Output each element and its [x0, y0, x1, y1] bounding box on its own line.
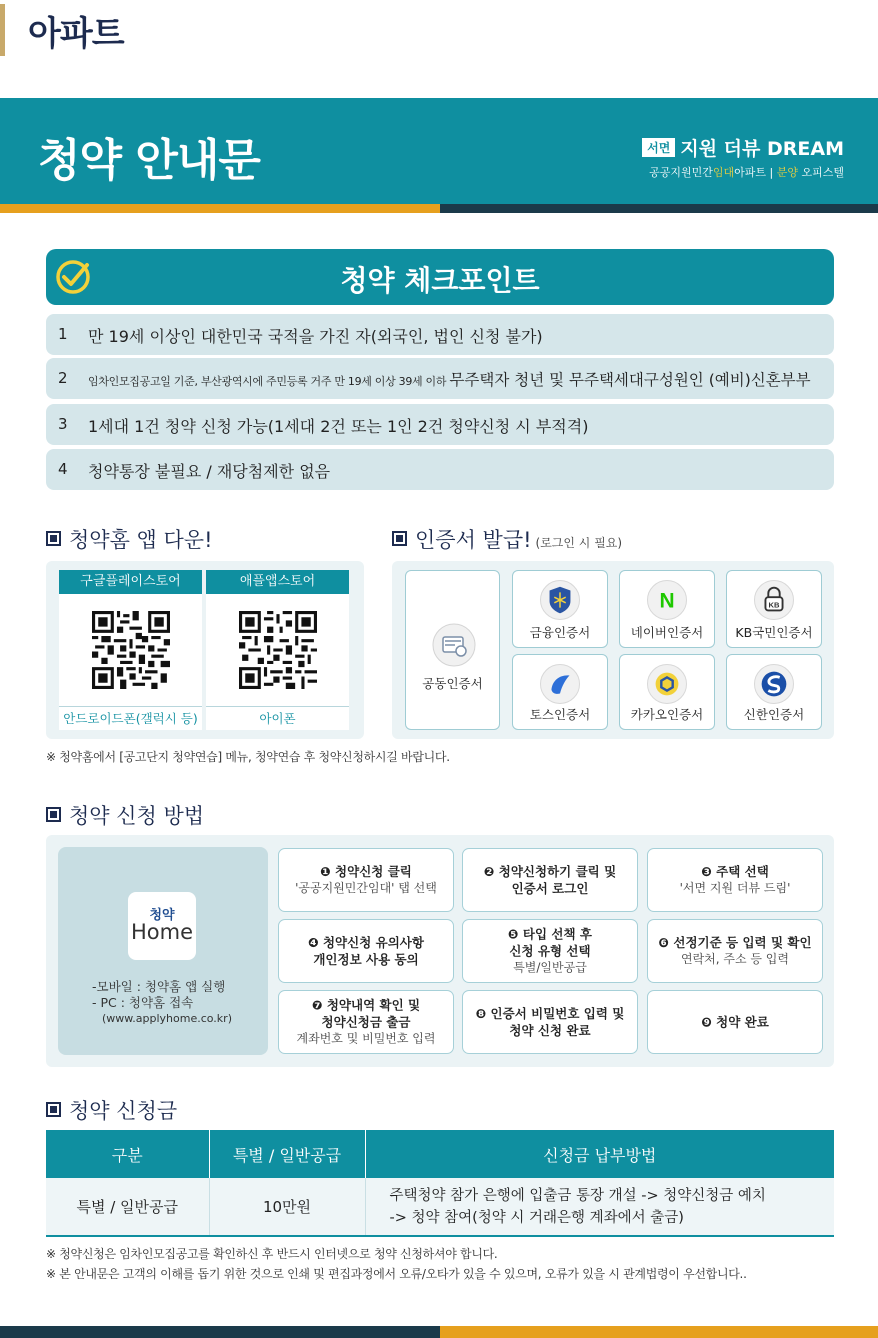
fee-header-category: 구분 — [46, 1130, 209, 1178]
checkpoint-header — [46, 249, 834, 305]
square-bullet-icon — [46, 531, 61, 546]
applyhome-panel — [58, 847, 268, 1055]
kakao-icon — [647, 664, 687, 704]
app-note: ※ 청약홈에서 [공고단지 청약연습] 메뉴, 청약연습 후 청약신청하시길 바랍니다. — [46, 750, 450, 764]
checkpoint-item: 4 청약통장 불필요 / 재당첨제한 없음 — [46, 449, 834, 490]
fee-header-supply: 특별 / 일반공급 — [209, 1130, 365, 1178]
access-info: -모바일 : 청약홈 앱 실행 - PC : 청약홈 접속 (www.applyhome.co.kr) — [92, 979, 232, 1025]
applyhome-url: (www.applyhome.co.kr) — [102, 1012, 232, 1025]
banner — [0, 98, 878, 204]
footnote: ※ 청약신청은 임차인모집공고를 확인하신 후 반드시 인터넷으로 청약 신청하셔야 합니다. — [46, 1247, 498, 1261]
table-row: 특별 / 일반공급 10만원 주택청약 참가 은행에 입출금 통장 개설 -> 청약신청금 예치 -> 청약 참여(청약 시 거래은행 계좌에서 출금) — [46, 1178, 834, 1236]
certificate-panel — [392, 561, 834, 739]
cert-naver[interactable]: N 네이버인증서 — [619, 570, 715, 648]
naver-icon — [647, 580, 687, 620]
banner-stripe — [0, 204, 878, 213]
banner-title: 청약 안내문 — [38, 135, 260, 186]
brand-subtitle: 공공지원민간임대아파트 | 분양 오피스텔 — [649, 166, 844, 179]
brand-tag: 서면 — [642, 138, 675, 157]
checkpoint-item: 2 임차인모집공고일 기준, 부산광역시에 주민등록 거주 만 19세 이상 39세 이하 무주택자 청년 및 무주택세대구성원인 (예비)신혼부부 — [46, 358, 834, 399]
qr-panel — [46, 561, 364, 739]
checkpoint-item: 1 만 19세 이상인 대한민국 국적을 가진 자(외국인, 법인 신청 불가) — [46, 314, 834, 355]
shinhan-icon — [754, 664, 794, 704]
square-bullet-icon — [392, 531, 407, 546]
page-header — [0, 0, 878, 58]
svg-text:N: N — [659, 589, 675, 613]
fee-heading: 청약 신청금 — [46, 1095, 177, 1125]
qr-code-icon — [239, 611, 317, 689]
applyhome-logo: 청약 Home — [128, 892, 196, 960]
square-bullet-icon — [46, 807, 61, 822]
method-panel — [46, 835, 834, 1067]
cert-financial[interactable]: 금융인증서 — [512, 570, 608, 648]
certificate-heading: 인증서 발급! (로그인 시 필요) — [392, 524, 622, 554]
method-heading: 청약 신청 방법 — [46, 800, 204, 830]
fee-header-method: 신청금 납부방법 — [365, 1130, 834, 1178]
step-2: ❷ 청약신청하기 클릭 및 인증서 로그인 — [462, 848, 638, 912]
step-3: ❸ 주택 선택 '서면 지원 더뷰 드림' — [647, 848, 823, 912]
cert-toss[interactable]: 토스인증서 — [512, 654, 608, 730]
svg-text:KB: KB — [768, 600, 780, 610]
footnote: ※ 본 안내문은 고객의 이해를 돕기 위한 것으로 인쇄 및 편집과정에서 오류/오타가 있을 수 있으며, 오류가 있을 시 관계법령이 우선합니다.. — [46, 1267, 747, 1281]
footer-stripe — [0, 1326, 878, 1338]
step-8: ❽ 인증서 비밀번호 입력 및 청약 신청 완료 — [462, 990, 638, 1054]
joint-certificate-icon — [432, 623, 476, 667]
step-5: ❺ 타입 선책 후 신청 유형 선택 특별/일반공급 — [462, 919, 638, 983]
cert-kb[interactable]: KB KB국민인증서 — [726, 570, 822, 648]
qr-code-icon — [92, 611, 170, 689]
step-1: ❶ 청약신청 클릭 '공공지원민간임대' 탭 선택 — [278, 848, 454, 912]
cert-shinhan[interactable]: 신한인증서 — [726, 654, 822, 730]
google-play-qr[interactable]: 구글플레이스토어 안드로이드폰(갤럭시 등) — [59, 570, 202, 730]
step-6: ❻ 선정기준 등 입력 및 확인 연락처, 주소 등 입력 — [647, 919, 823, 983]
checkpoint-title: 청약 체크포인트 — [340, 264, 540, 297]
shield-icon — [540, 580, 580, 620]
cert-joint[interactable]: 공동인증서 — [405, 570, 500, 730]
checkpoint-item: 3 1세대 1건 청약 신청 가능(1세대 2건 또는 1인 2건 청약신청 시 부적격) — [46, 404, 834, 445]
page-title: 아파트 — [28, 14, 124, 54]
brand-name: 지원 더뷰 DREAM — [680, 138, 844, 160]
app-store-qr[interactable]: 애플앱스토어 아이폰 — [206, 570, 349, 730]
kb-lock-icon — [754, 580, 794, 620]
step-4: ❹ 청약신청 유의사항 개인정보 사용 동의 — [278, 919, 454, 983]
brand-logo — [642, 134, 844, 180]
step-9: ❾ 청약 완료 — [647, 990, 823, 1054]
app-download-heading: 청약홈 앱 다운! — [46, 524, 213, 554]
step-7: ❼ 청약내역 확인 및 청약신청금 출금 계좌번호 및 비밀번호 입력 — [278, 990, 454, 1054]
square-bullet-icon — [46, 1102, 61, 1117]
fee-table — [46, 1130, 834, 1237]
accent-bar — [0, 4, 5, 56]
cert-kakao[interactable]: 카카오인증서 — [619, 654, 715, 730]
toss-icon — [540, 664, 580, 704]
